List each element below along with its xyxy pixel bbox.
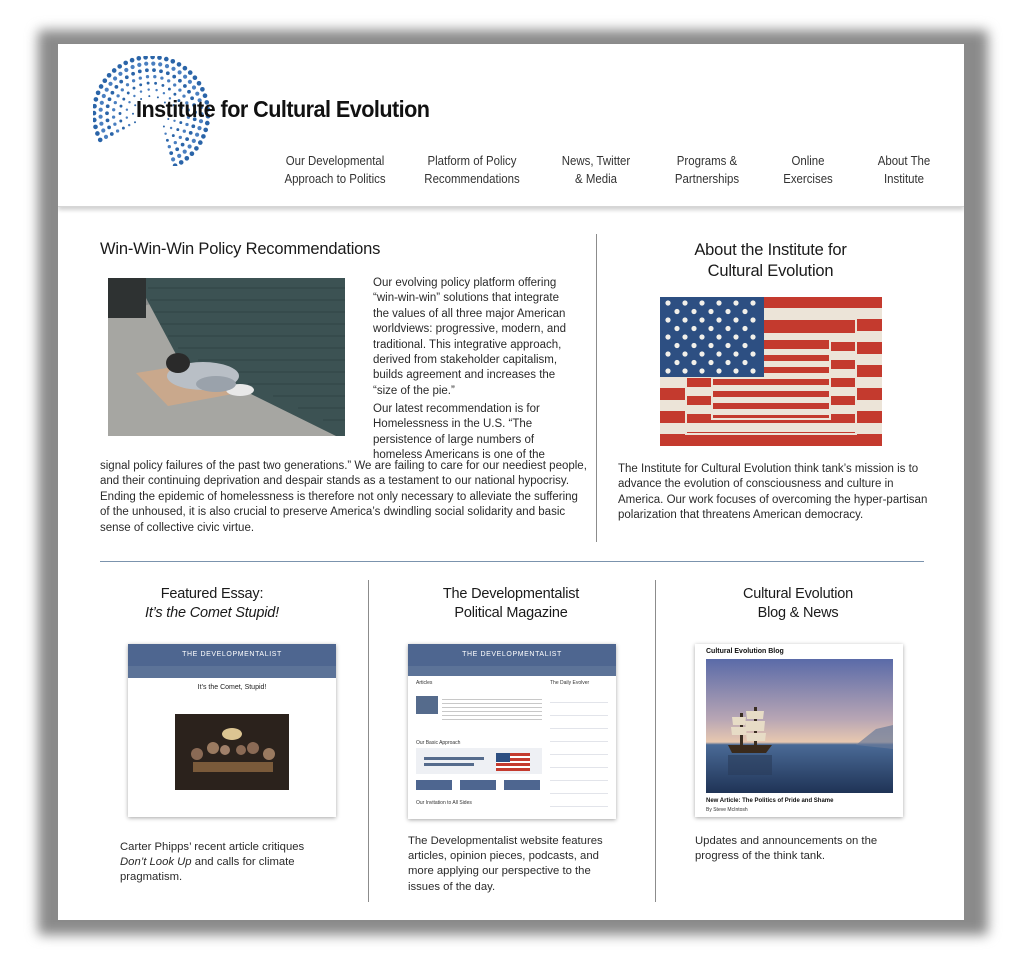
blog-heading-line2: Blog & News [757,605,839,621]
featured-essay-title[interactable]: It’s the Comet Stupid! [145,605,279,621]
thumb-button-2 [460,780,496,790]
policy-heading: Win-Win-Win Policy Recommendations [100,240,381,258]
magazine-heading [408,585,614,623]
about-heading-line1: About the Institute for [694,241,847,259]
thumb-daily-evolver-label: The Daily Evolver [550,680,590,686]
featured-essay-text [120,840,330,886]
site-logo-text[interactable]: Institute for Cultural Evolution [136,96,430,122]
blog-text: Updates and announcements on the progress of the think tank. [695,835,878,863]
about-heading [618,240,923,282]
thumb-approach-label: Our Basic Approach [416,740,461,746]
featured-text-part1: Carter Phipps’ recent article critiques [120,841,305,853]
thumb-button-3 [504,780,540,790]
vertical-divider [596,234,597,542]
thumb-articles-label: Articles [416,680,433,686]
thumb-blog-header: Cultural Evolution Blog [706,648,784,655]
nav-programs-partnerships[interactable]: Programs & Partnerships [674,153,740,186]
nav-developmental-approach[interactable]: Our Developmental Approach to Politics [284,153,386,186]
homeless-photo [108,278,345,436]
featured-essay-thumbnail[interactable] [128,644,336,817]
nav-policy-platform[interactable]: Platform of Policy Recommendations [424,153,520,186]
main-nav [58,152,964,200]
magazine-thumbnail[interactable] [408,644,616,819]
blog-heading [698,585,898,623]
blog-heading-line1: Cultural Evolution [742,586,854,602]
thumb-nav-bar [408,666,616,676]
vertical-divider-col1 [368,580,369,902]
thumb-nav-bar [128,666,336,678]
thumb-invitation-label: Our Invitation to All Sides [416,800,472,806]
featured-text-part2: and calls for climate pragmatism. [120,856,295,884]
vertical-divider-col2 [655,580,656,902]
thumb-button-1 [416,780,452,790]
site-header [58,44,964,207]
magazine-heading-line2: Political Magazine [454,605,568,621]
thumb-article-image [416,696,438,714]
thumb-ship-photo [706,659,893,793]
magazine-heading-line1: The Developmentalist [442,586,580,602]
about-text: The Institute for Cultural Evolution think tank’s mission is to advance the evolution of consciousness and culture in America. Our work focuses of overcoming the hyper-partisan polarization that threatens American democracy. [618,463,928,522]
policy-recommendation-text: Our latest recommendation is for Homelessness in the U.S. “The persistence of large numbers of homeless Americans is one of the [373,403,545,462]
thumb-blog-caption: New Article: The Politics of Pride and Shame [706,798,834,804]
nav-online-exercises[interactable]: Online Exercises [783,153,833,186]
about-heading-line2: Cultural Evolution [707,262,834,280]
page [58,44,964,920]
featured-essay-heading-line1: Featured Essay: [160,586,264,602]
policy-recommendation-text-cont: signal policy failures of the past two generations.” We are failing to care for our neediest people, and their continuing deprivation and despair stands as a testament to our national hypocrisy. Ending the epidemic of homelessness is therefore not only necessary to alleviate the suffering of the unhoused, it is also crucial to preserve America’s dwindling social solidarity and basic sense of collective civic virtue. [100,460,587,534]
thumb-sidebar-list [550,690,608,810]
thumb-text-lines [442,696,542,722]
thumb-article-title: It’s the Comet, Stupid! [197,684,267,691]
policy-intro-text: Our evolving policy platform offering “win-win-win” solutions that integrate the values of all three major American worldviews: progressive, modern, and traditional. This integrative approach, derived from stakeholder capitalism, builds agreement and increases the “size of the pie.” [373,277,567,397]
magazine-text: The Developmentalist website features articles, opinion pieces, podcasts, and more applying our perspective to the issues of the day. [408,835,603,893]
featured-text-film-title: Don’t Look Up [120,856,192,869]
nav-news-twitter-media[interactable]: News, Twitter & Media [561,153,631,186]
featured-essay-heading [112,585,312,623]
horizontal-divider [100,561,924,562]
thumb-blog-author: By Steve McIntosh [706,807,748,813]
thumb-magazine-header: THE DEVELOPMENTALIST [128,644,336,666]
nav-about-institute[interactable]: About The Institute [877,153,931,186]
three-flags-artwork [660,297,882,446]
thumb-magazine-header: THE DEVELOPMENTALIST [408,644,616,666]
thumb-approach-box [416,748,542,774]
blog-thumbnail[interactable] [695,644,903,817]
thumb-dinner-photo [175,714,289,790]
